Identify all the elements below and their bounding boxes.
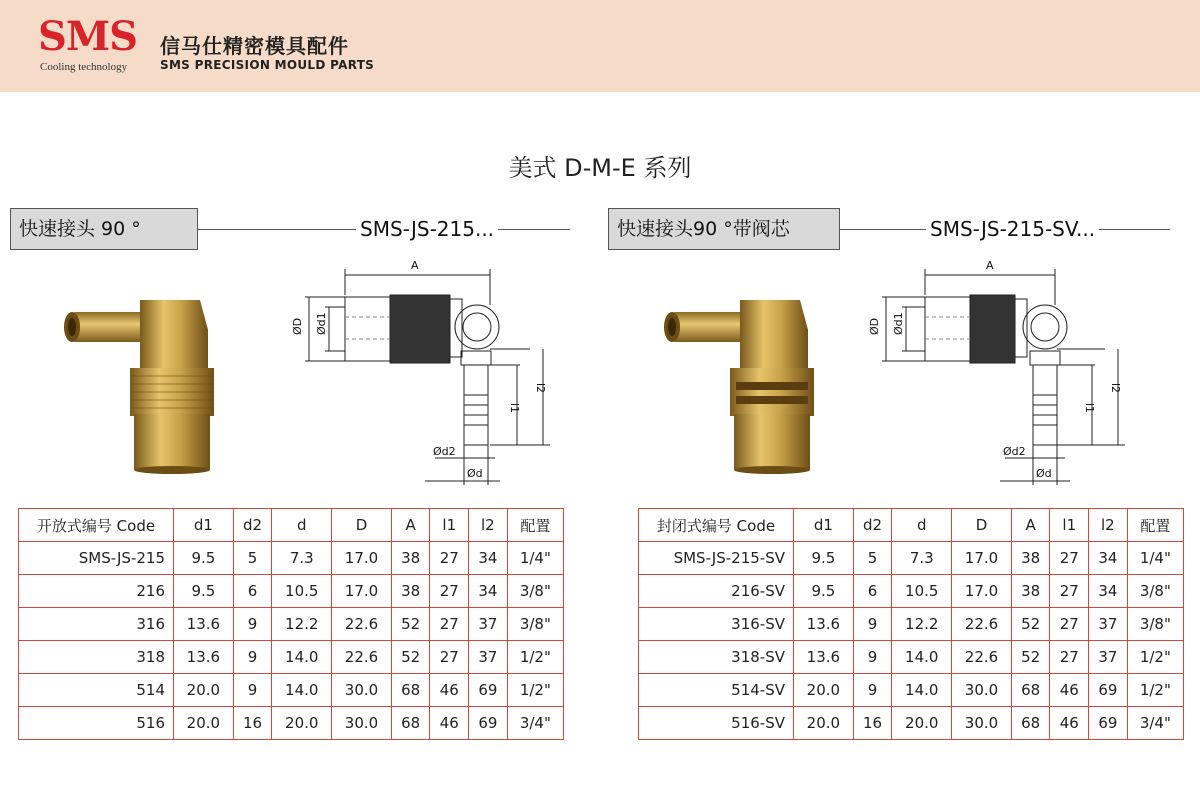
company-logo: [38, 14, 144, 76]
table-cell: 14.0: [272, 674, 332, 707]
header-config: 配置: [1127, 509, 1183, 542]
table-cell: 22.6: [332, 608, 392, 641]
table-cell: 30.0: [952, 707, 1012, 740]
table-cell-code: 516-SV: [639, 707, 794, 740]
table-row: [639, 674, 1184, 707]
dim-l2-label: l2: [1109, 383, 1122, 394]
table-cell: 7.3: [272, 542, 332, 575]
table-cell: 38: [391, 542, 430, 575]
table-cell-code: 516: [19, 707, 174, 740]
table-cell: 27: [1050, 641, 1089, 674]
table-cell-code: 318-SV: [639, 641, 794, 674]
table-cell: 17.0: [332, 542, 392, 575]
header-A: A: [391, 509, 430, 542]
table-cell: 13.6: [174, 608, 234, 641]
dim-a-label: A: [411, 259, 419, 272]
table-cell-code: SMS-JS-215: [19, 542, 174, 575]
table-cell: 22.6: [952, 608, 1012, 641]
table-cell: 27: [430, 542, 469, 575]
dim-l1-label: l1: [1083, 403, 1096, 414]
table-cell: 20.0: [892, 707, 952, 740]
header-D: D: [952, 509, 1012, 542]
table-cell: 14.0: [892, 641, 952, 674]
dim-D-label: ØD: [291, 317, 304, 335]
right-series-code: SMS-JS-215-SV...: [926, 217, 1099, 241]
table-cell: 30.0: [952, 674, 1012, 707]
left-technical-drawing: [285, 255, 555, 490]
table-cell: 37: [1089, 641, 1128, 674]
table-cell: 3/8": [1127, 608, 1183, 641]
company-name-cn: 信马仕精密模具配件: [160, 34, 349, 58]
header-d2: d2: [233, 509, 272, 542]
table-cell: 68: [391, 674, 430, 707]
table-cell-code: 514: [19, 674, 174, 707]
table-cell: 9.5: [794, 575, 854, 608]
header-l2: l2: [1089, 509, 1128, 542]
dim-d2-label: Ød2: [1003, 445, 1026, 458]
header-l1: l1: [430, 509, 469, 542]
right-section-label: 快速接头90 °带阀芯: [608, 208, 840, 250]
table-cell: 69: [1089, 707, 1128, 740]
header-code: 开放式编号 Code: [19, 509, 174, 542]
table-cell: 9: [853, 674, 892, 707]
table-cell: 9: [853, 608, 892, 641]
table-row: [19, 608, 564, 641]
logo-subtitle: Cooling technology: [40, 61, 128, 73]
table-cell: 9: [853, 641, 892, 674]
table-cell: 69: [1089, 674, 1128, 707]
table-cell: 46: [430, 707, 469, 740]
table-cell: 27: [430, 575, 469, 608]
table-cell: 13.6: [174, 641, 234, 674]
table-cell: 22.6: [952, 641, 1012, 674]
header-l2: l2: [469, 509, 508, 542]
table-cell: 1/2": [507, 641, 563, 674]
table-cell: 68: [391, 707, 430, 740]
table-cell: 27: [1050, 608, 1089, 641]
table-cell: 13.6: [794, 608, 854, 641]
table-cell: 10.5: [272, 575, 332, 608]
table-cell: 38: [391, 575, 430, 608]
table-cell: 3/8": [507, 608, 563, 641]
table-cell-code: 216: [19, 575, 174, 608]
header-d2: d2: [853, 509, 892, 542]
table-cell: 1/4": [1127, 542, 1183, 575]
dim-a-label: A: [986, 259, 994, 272]
table-cell: 27: [430, 608, 469, 641]
right-spec-table: [638, 508, 1184, 740]
logo-text: SMS: [38, 13, 138, 60]
table-header-row: [19, 509, 564, 542]
table-cell: 3/4": [507, 707, 563, 740]
table-cell: 9: [233, 641, 272, 674]
table-cell: 46: [430, 674, 469, 707]
table-cell: 7.3: [892, 542, 952, 575]
dim-D-label: ØD: [868, 317, 881, 335]
table-cell: 1/2": [1127, 641, 1183, 674]
dim-d-label: Ød: [467, 467, 483, 480]
header-A: A: [1011, 509, 1050, 542]
table-cell: 46: [1050, 674, 1089, 707]
series-title: 美式 D-M-E 系列: [508, 154, 692, 182]
table-cell: 34: [469, 542, 508, 575]
header-d: d: [892, 509, 952, 542]
table-cell: 20.0: [272, 707, 332, 740]
table-row: [639, 641, 1184, 674]
table-cell: 37: [469, 608, 508, 641]
table-cell: 1/4": [507, 542, 563, 575]
header-code: 封闭式编号 Code: [639, 509, 794, 542]
table-row: [639, 608, 1184, 641]
table-cell: 38: [1011, 542, 1050, 575]
header-d: d: [272, 509, 332, 542]
table-cell: 46: [1050, 707, 1089, 740]
table-cell: 5: [853, 542, 892, 575]
left-section-label: 快速接头 90 °: [10, 208, 198, 250]
table-cell: 22.6: [332, 641, 392, 674]
table-cell: 1/2": [507, 674, 563, 707]
page-header: [0, 0, 1200, 92]
table-cell: 52: [1011, 641, 1050, 674]
table-cell: 27: [430, 641, 469, 674]
table-cell: 52: [1011, 608, 1050, 641]
table-cell: 69: [469, 674, 508, 707]
table-cell: 9: [233, 674, 272, 707]
table-cell: 3/4": [1127, 707, 1183, 740]
table-cell: 37: [1089, 608, 1128, 641]
table-row: [19, 575, 564, 608]
table-cell: 16: [233, 707, 272, 740]
table-row: [639, 575, 1184, 608]
table-row: [19, 641, 564, 674]
table-cell: 17.0: [952, 575, 1012, 608]
dim-l2-label: l2: [534, 383, 547, 394]
left-table-body: [19, 542, 564, 740]
table-cell: 34: [1089, 542, 1128, 575]
table-cell: 20.0: [174, 674, 234, 707]
table-header-row: [639, 509, 1184, 542]
table-cell: 16: [853, 707, 892, 740]
table-cell: 68: [1011, 674, 1050, 707]
table-cell: 14.0: [272, 641, 332, 674]
header-config: 配置: [507, 509, 563, 542]
table-cell: 6: [853, 575, 892, 608]
dim-d1-label: Ød1: [315, 312, 328, 335]
table-cell-code: SMS-JS-215-SV: [639, 542, 794, 575]
header-D: D: [332, 509, 392, 542]
header-d1: d1: [174, 509, 234, 542]
table-cell: 69: [469, 707, 508, 740]
table-cell: 9.5: [174, 575, 234, 608]
table-cell: 12.2: [892, 608, 952, 641]
table-cell: 9: [233, 608, 272, 641]
table-cell: 17.0: [952, 542, 1012, 575]
table-cell: 34: [1089, 575, 1128, 608]
dim-l1-label: l1: [508, 403, 521, 414]
right-table-body: [639, 542, 1184, 740]
table-cell: 17.0: [332, 575, 392, 608]
table-cell: 52: [391, 641, 430, 674]
table-cell: 37: [469, 641, 508, 674]
table-cell: 20.0: [794, 707, 854, 740]
table-cell: 3/8": [507, 575, 563, 608]
table-cell: 9.5: [174, 542, 234, 575]
table-row: [639, 542, 1184, 575]
dim-d2-label: Ød2: [433, 445, 456, 458]
dim-d-label: Ød: [1036, 467, 1052, 480]
table-cell: 30.0: [332, 707, 392, 740]
header-l1: l1: [1050, 509, 1089, 542]
right-product-photo: [660, 290, 820, 475]
table-cell: 1/2": [1127, 674, 1183, 707]
table-cell-code: 216-SV: [639, 575, 794, 608]
table-cell: 10.5: [892, 575, 952, 608]
table-cell-code: 316-SV: [639, 608, 794, 641]
table-cell: 27: [1050, 542, 1089, 575]
company-name-en: SMS PRECISION MOULD PARTS: [160, 58, 375, 72]
table-cell: 30.0: [332, 674, 392, 707]
left-product-photo: [60, 290, 220, 475]
table-cell: 12.2: [272, 608, 332, 641]
table-row: [19, 674, 564, 707]
table-row: [639, 707, 1184, 740]
table-cell: 20.0: [794, 674, 854, 707]
left-series-code: SMS-JS-215...: [356, 217, 498, 241]
right-technical-drawing: [860, 255, 1130, 490]
table-cell: 38: [1011, 575, 1050, 608]
table-cell-code: 318: [19, 641, 174, 674]
table-cell: 27: [1050, 575, 1089, 608]
table-cell: 34: [469, 575, 508, 608]
table-cell: 9.5: [794, 542, 854, 575]
table-cell: 14.0: [892, 674, 952, 707]
table-cell: 3/8": [1127, 575, 1183, 608]
table-cell: 5: [233, 542, 272, 575]
table-cell: 68: [1011, 707, 1050, 740]
left-spec-table: [18, 508, 564, 740]
table-cell: 20.0: [174, 707, 234, 740]
dim-d1-label: Ød1: [892, 312, 905, 335]
table-cell-code: 514-SV: [639, 674, 794, 707]
table-cell-code: 316: [19, 608, 174, 641]
table-cell: 13.6: [794, 641, 854, 674]
header-d1: d1: [794, 509, 854, 542]
table-cell: 6: [233, 575, 272, 608]
table-row: [19, 707, 564, 740]
table-row: [19, 542, 564, 575]
table-cell: 52: [391, 608, 430, 641]
